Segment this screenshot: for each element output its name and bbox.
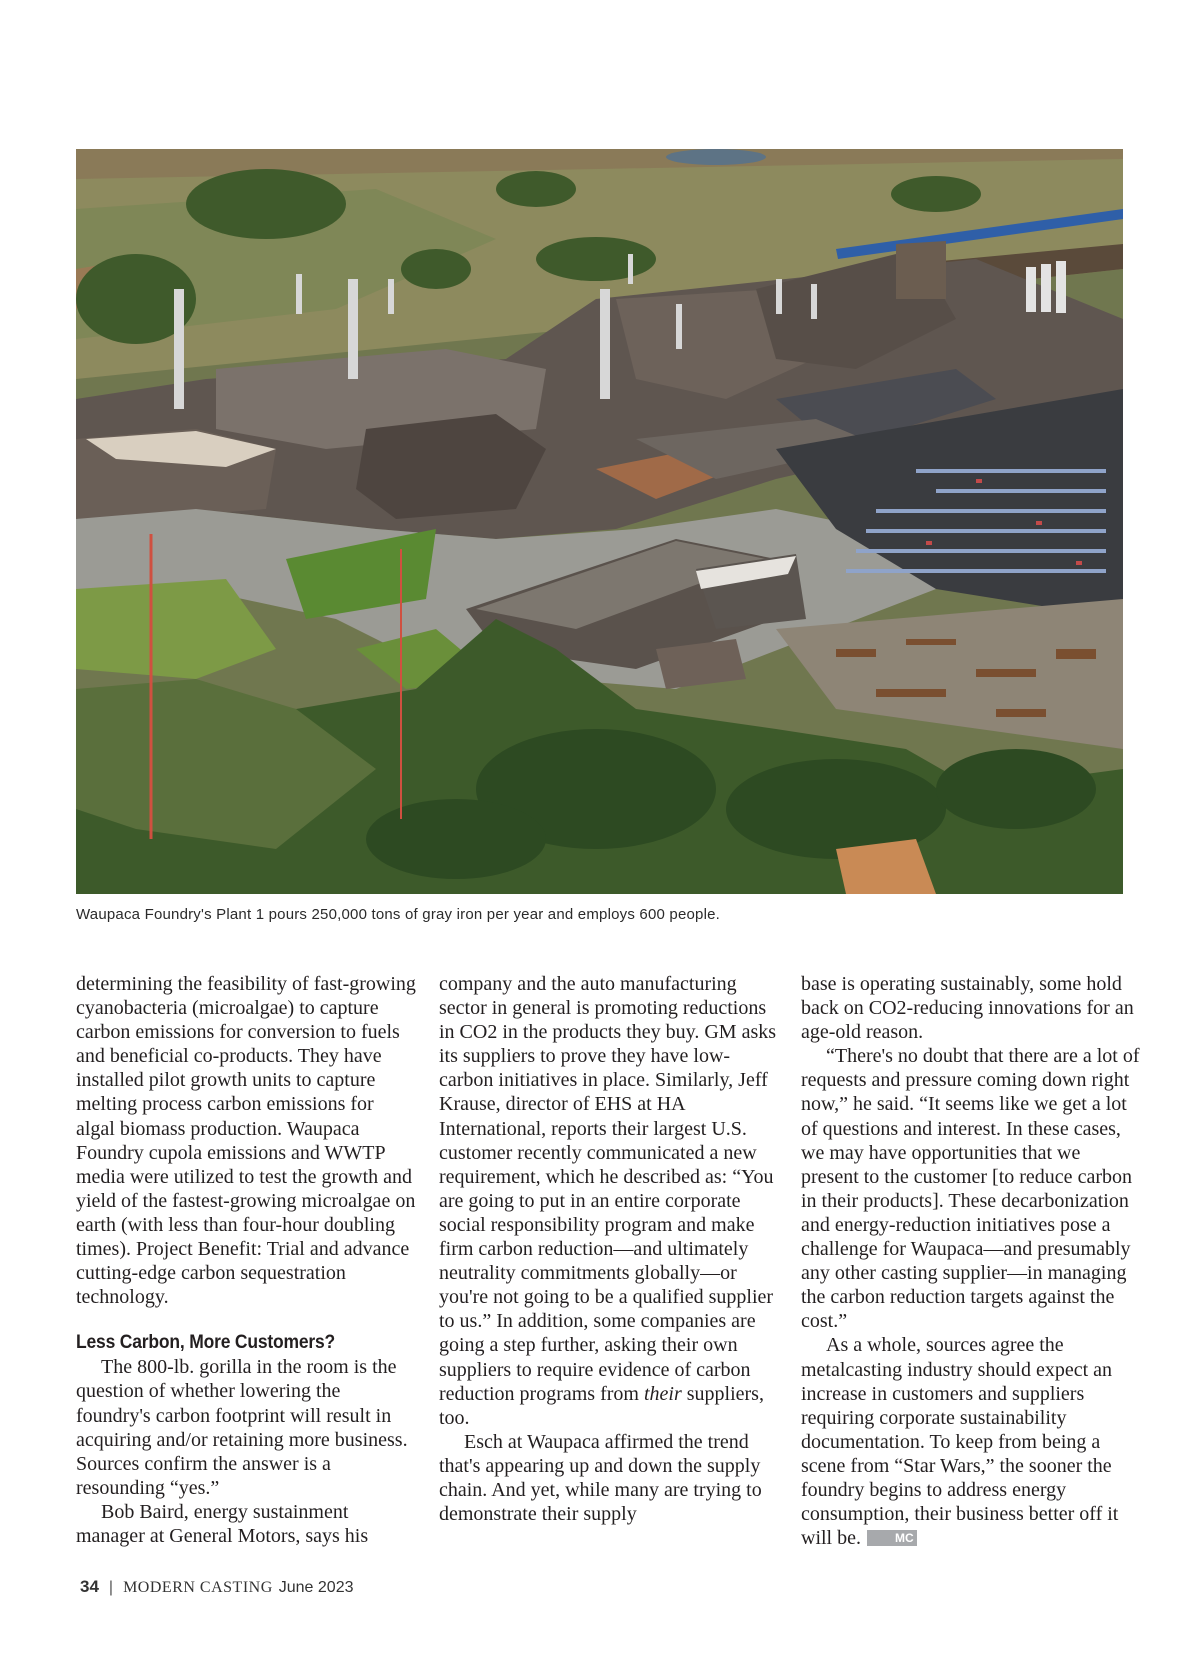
article-column-3 — [801, 972, 1141, 1550]
article-column-1 — [76, 972, 416, 1548]
paragraph: Esch at Waupaca affirmed the trend that's appearing up and down the supply chain. And yet, while many are trying to demonstrate their supply — [439, 1430, 762, 1526]
photo-caption: Waupaca Foundry's Plant 1 pours 250,000 tons of gray iron per year and employs 600 people. — [76, 906, 721, 923]
aerial-photo — [76, 149, 1123, 894]
page-footer — [80, 1577, 353, 1597]
emphasis-text: their — [643, 1382, 682, 1405]
issue-date: June 2023 — [278, 1579, 354, 1596]
magazine-name: MODERN CASTING — [123, 1579, 273, 1596]
paragraph-text: As a whole, sources agree the metalcasting industry should expect an increase in customers and suppliers requiring corporate sustainability documentation. To keep from being a scene from “Star Wars,” the sooner the foundry begins to address energy consumption, their business better off it will be. — [801, 1334, 1119, 1550]
paragraph: “There's no doubt that there are a lot of requests and pressure coming down right now,” he said. “It seems like we get a lot of questions and interest. In these cases, we may have opportunities that we present to the customer [to reduce carbon in their products]. These decarbonization and energy-reduction initiatives pose a challenge for Waupaca—and presumably any other casting supplier—in managing the carbon reduction targets against the cost.” — [801, 1045, 1140, 1333]
aerial-photo-drawing — [76, 149, 1123, 894]
footer-separator: | — [108, 1579, 114, 1596]
section-heading: Less Carbon, More Customers? — [76, 1332, 336, 1354]
paragraph: determining the feasibility of fast-growing cyanobacteria (microalgae) to capture carbon emissions for conversion to fuels and beneficial co-products. They have installed pilot growth units to capture melting process carbon emissions for algal biomass production. Waupaca Foundry cupola emissions and WWTP media were utilized to test the growth and yield of the fastest-growing microalgae on earth (with less than four-hour doubling times). Project Benefit: Trial and advance cutting-edge carbon sequestration technology. — [76, 973, 416, 1309]
article-column-2 — [439, 972, 779, 1526]
paragraph — [801, 1333, 1141, 1550]
paragraph: The 800-lb. gorilla in the room is the question of whether lowering the foundry's carbon footprint will result in acquiring and/or retaining more business. Sources confirm the answer is a resounding “yes.” — [76, 1356, 408, 1499]
paragraph — [439, 972, 779, 1430]
paragraph: base is operating sustainably, some hold back on CO2-reducing innovations for an age-old reason. — [801, 973, 1134, 1044]
end-mark: MC — [867, 1530, 917, 1546]
paragraph: Bob Baird, energy sustainment manager at General Motors, says his — [76, 1500, 369, 1547]
paragraph-text: suppliers, too. — [439, 1382, 764, 1429]
paragraph-text: company and the auto manufacturing sector in general is promoting reductions in CO2 in the products they buy. GM asks its suppliers to prove they have low-carbon initiatives in place. Similarly, Jeff Krause, director of EHS at HA International, reports their largest U.S. customer recently communicated a new requirement, which he described as: “You are going to put in an entire corporate social responsibility program and make firm carbon reduction—and ultimately neutrality commitments globally—or you're not going to be a qualified supplier to us.” In addition, some companies are going a step further, asking their own suppliers to require evidence of carbon reduction programs from — [439, 973, 777, 1405]
page-number: 34 — [80, 1577, 99, 1596]
